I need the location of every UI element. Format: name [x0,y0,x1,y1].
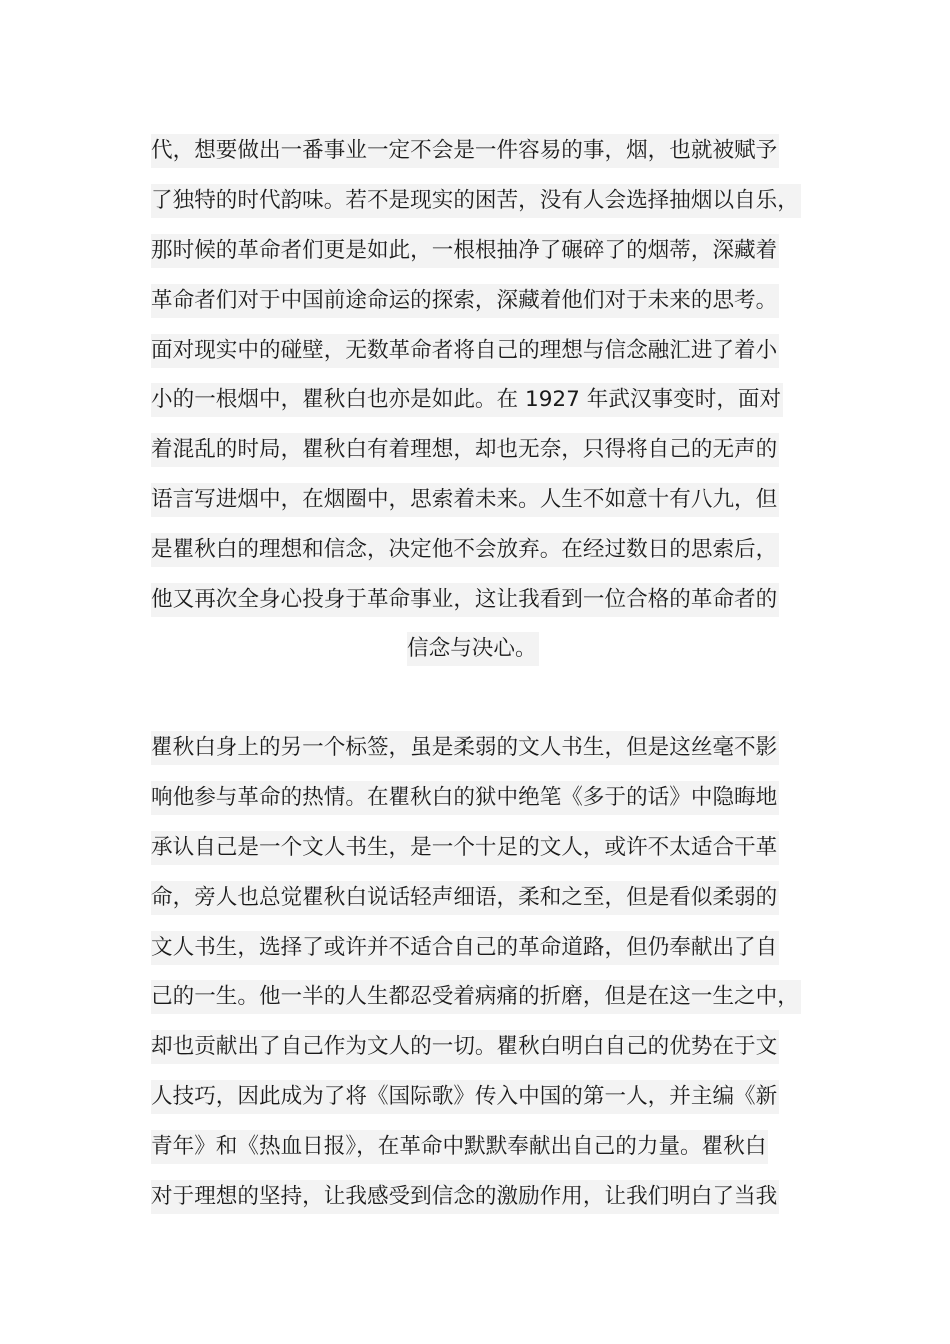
text-line: 了独特的时代韵味。若不是现实的困苦，没有人会选择抽烟以自乐， [151,184,801,218]
text-line: 面对现实中的碰壁，无数革命者将自己的理想与信念融汇进了着小 [151,334,779,368]
text-line: 他又再次全身心投身于革命事业，这让我看到一位合格的革命者的 [151,583,779,617]
text-line: 对于理想的坚持，让我感受到信念的激励作用，让我们明白了当我 [151,1180,779,1214]
text-line: 承认自己是一个文人书生，是一个十足的文人，或许不太适合干革 [151,831,779,865]
text-line: 人技巧，因此成为了将《国际歌》传入中国的第一人，并主编《新 [151,1080,779,1114]
text-line: 小的一根烟中，瞿秋白也亦是如此。在 1927 年武汉事变时，面对 [151,383,783,417]
text-line: 着混乱的时局，瞿秋白有着理想，却也无奈，只得将自己的无声的 [151,433,779,467]
text-line: 代，想要做出一番事业一定不会是一件容易的事，烟，也就被赋予 [151,134,779,168]
text-line: 那时候的革命者们更是如此，一根根抽净了碾碎了的烟蒂，深藏着 [151,234,779,268]
text-line: 语言写进烟中，在烟圈中，思索着未来。人生不如意十有八九，但 [151,483,779,517]
text-line: 青年》和《热血日报》，在革命中默默奉献出自己的力量。瞿秋白 [151,1130,768,1164]
text-line: 己的一生。他一半的人生都忍受着病痛的折磨，但是在这一生之中， [151,980,801,1014]
text-line: 瞿秋白身上的另一个标签，虽是柔弱的文人书生，但是这丝毫不影 [151,731,779,765]
text-line: 命，旁人也总觉瞿秋白说话轻声细语，柔和之至，但是看似柔弱的 [151,881,779,915]
text-line: 文人书生，选择了或许并不适合自己的革命道路，但仍奉献出了自 [151,931,779,965]
text-line: 信念与决心。 [407,632,539,666]
text-line: 是瞿秋白的理想和信念，决定他不会放弃。在经过数日的思索后， [151,533,779,567]
text-line: 革命者们对于中国前途命运的探索，深藏着他们对于未来的思考。 [151,284,779,318]
text-line: 响他参与革命的热情。在瞿秋白的狱中绝笔《多于的话》中隐晦地 [151,781,779,815]
text-line: 却也贡献出了自己作为文人的一切。瞿秋白明白自己的优势在于文 [151,1030,779,1064]
